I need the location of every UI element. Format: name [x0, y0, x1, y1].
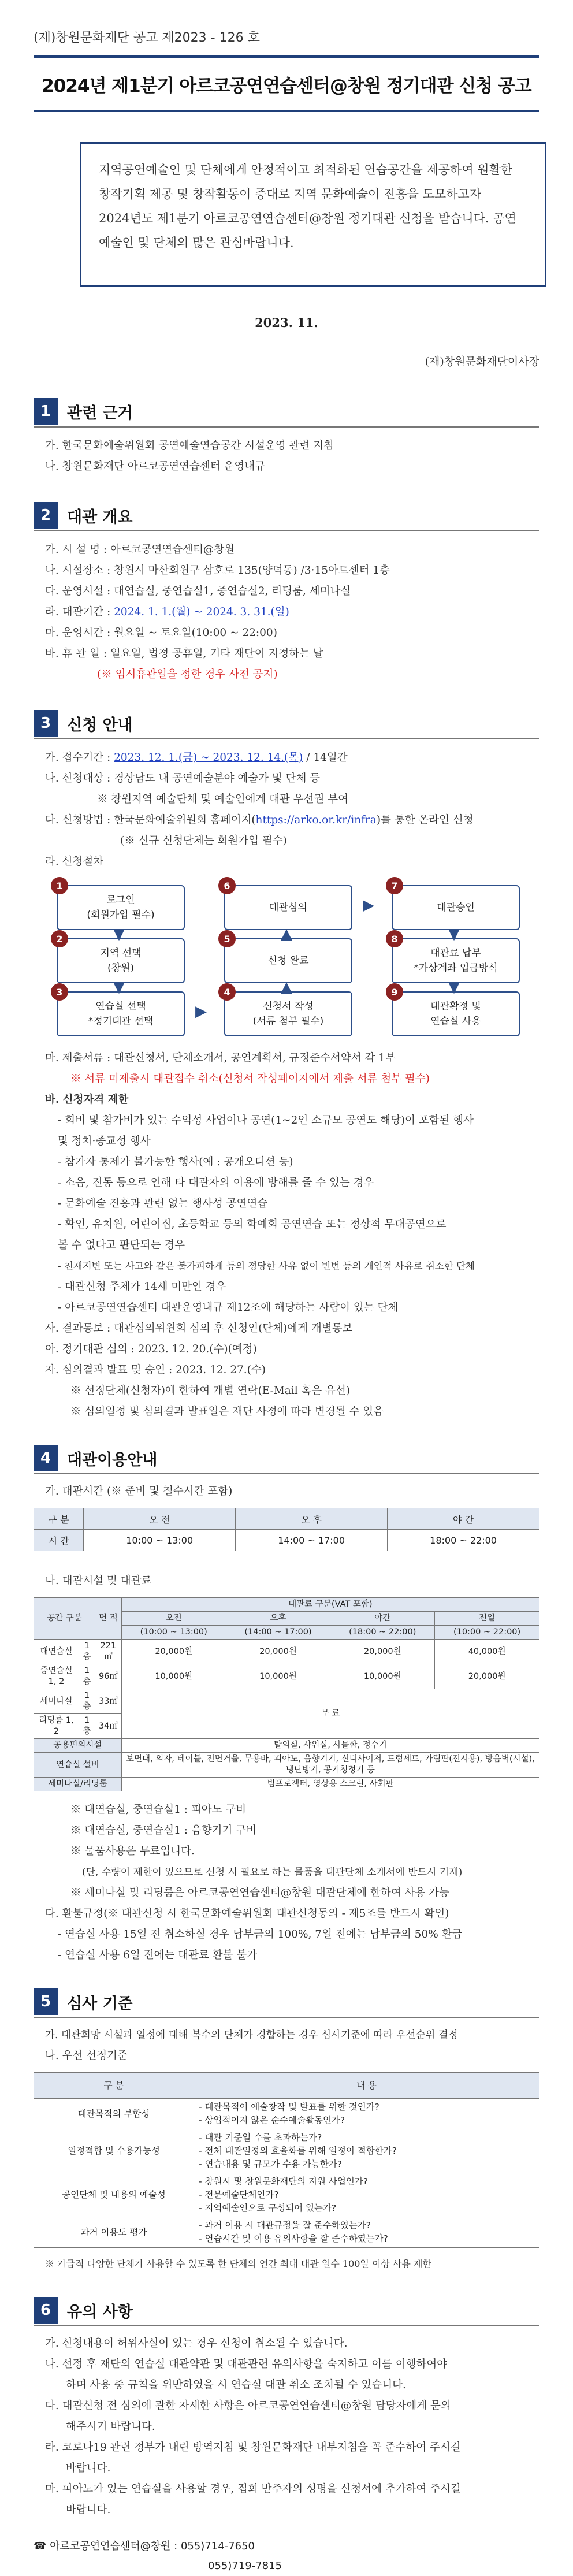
procedure-step [392, 938, 520, 983]
closed-days-note: (※ 임시휴관일을 정한 경우 사전 공지) [97, 668, 278, 681]
fee-cell: 10,000원 [330, 1664, 435, 1689]
facility-rooms: 다. 운영시설 : 대연습실, 중연습실1, 중연습실2, 리딩룸, 세미나실 [45, 585, 351, 597]
step-number: 9 [386, 983, 403, 1001]
contact-org: 아르코공연연습센터@창원 : [50, 2540, 178, 2552]
table-header: 구 분 [34, 2073, 194, 2099]
procedure-diagram [57, 880, 535, 1042]
caution-item: 다. 대관신청 전 심의에 관한 자세한 사항은 아르코공연연습센터@창원 담당자에게 문의 [45, 2400, 451, 2412]
restriction-item: - 아르코공연연습센터 대관운영내규 제12조에 해당하는 사람이 있는 단체 [58, 1302, 399, 1314]
table-row [34, 1778, 539, 1791]
priority-label: 나. 우선 선정기준 [45, 2050, 128, 2062]
announcement-note: ※ 선정단체(신청자)에 한하여 개별 연락(E-Mail 혹은 유선) [70, 1385, 351, 1397]
step-number: 7 [386, 877, 403, 894]
section-title: 유의 사항 [67, 2303, 133, 2321]
table-row [34, 2217, 539, 2248]
space-area: 221㎡ [95, 1640, 122, 1664]
section-title: 대관 개요 [67, 508, 133, 526]
criteria-item: - 대관 기준일 수를 초과하는가? [199, 2132, 322, 2143]
step-title: 로그인 [106, 894, 135, 906]
fee-cell: 20,000원 [435, 1664, 539, 1689]
section-header [34, 500, 539, 531]
rental-time-table [34, 1508, 539, 1551]
procedure-step [392, 991, 520, 1036]
fee-cell: 20,000원 [330, 1640, 435, 1664]
criteria-label: 일정적합 및 수용가능성 [34, 2129, 194, 2173]
space-name: 대연습실 [34, 1640, 79, 1664]
restriction-item: - 회비 및 참가비가 있는 수익성 사업이나 공연(1~2인 소규모 공연도 해당)이 포함된 행사 [58, 1114, 474, 1127]
review-rule: 가. 대관희망 시설과 일정에 대해 복수의 단체가 경합하는 경우 심사기준에 따라 우선순위 결정 [45, 2029, 458, 2041]
table-header: 오 전 [84, 1508, 236, 1530]
caution-item: 바랍니다. [66, 2504, 111, 2516]
criteria-table [34, 2072, 539, 2248]
section-header [34, 1443, 539, 1474]
table-cell: 10:00 ~ 13:00 [84, 1530, 236, 1551]
basis-item: 나. 창원문화재단 아르코공연연습센터 운영내규 [45, 460, 265, 473]
criteria-item: - 연습시간 및 이용 유의사항을 잘 준수하였는가? [199, 2233, 388, 2244]
space-area: 96㎡ [95, 1664, 122, 1689]
application-period-days: / 14일간 [303, 752, 348, 764]
procedure-step [392, 885, 520, 930]
table-header: 전일 [435, 1612, 539, 1626]
table-header: (14:00 ~ 17:00) [226, 1626, 330, 1640]
space-floor: 1층 [79, 1664, 95, 1689]
space-floor: 1층 [79, 1714, 95, 1739]
application-period [34, 748, 539, 768]
criteria-item: - 상업적이지 않은 순수예술활동인가? [199, 2115, 345, 2125]
step-title: 대관승인 [437, 902, 475, 913]
refund-item: - 연습실 사용 6일 전에는 대관료 환불 불가 [58, 1949, 258, 1961]
table-row-label: 시 간 [34, 1530, 84, 1551]
space-floor: 1층 [79, 1640, 95, 1664]
required-documents: 마. 제출서류 : 대관신청서, 단체소개서, 공연계획서, 규정준수서약서 각 1부 [45, 1052, 396, 1064]
step-title: 대관료 납부 [430, 947, 481, 959]
announcement-note: ※ 심의일정 및 심의결과 발표일은 재단 사정에 따라 변경될 수 있음 [70, 1406, 384, 1418]
table-header: 대관료 구분(VAT 포함) [121, 1598, 539, 1612]
table-header: 오전 [121, 1612, 226, 1626]
rental-time-label: 가. 대관시간 (※ 준비 및 철수시간 포함) [45, 1485, 233, 1497]
table-row [34, 2129, 539, 2173]
right-arrow-icon: ▶ [363, 897, 374, 914]
step-detail: (창원) [107, 962, 135, 974]
space-area: 33㎡ [95, 1689, 122, 1714]
step-title: 신청서 작성 [263, 1001, 314, 1012]
intro-line: 2024년도 제1분기 아르코공연연습센터@창원 정기대관 신청을 받습니다. 공연 [99, 211, 516, 225]
table-row [34, 1753, 539, 1778]
application-period-label: 가. 접수기간 : [45, 752, 114, 764]
announcement-date: 자. 심의결과 발표 및 승인 : 2023. 12. 27.(수) [45, 1364, 266, 1376]
required-documents-note: ※ 서류 미제출시 대관접수 취소(신청서 작성페이지에서 제출 서류 첨부 필수) [70, 1073, 430, 1085]
contact-footer [34, 2537, 539, 2576]
table-cell: 18:00 ~ 22:00 [388, 1530, 539, 1551]
eligibility-note: ※ 창원지역 예술단체 및 예술인에게 대관 우선권 부여 [97, 793, 348, 805]
criteria-item: - 지역예술인으로 구성되어 있는가? [199, 2203, 337, 2213]
basis-item: 가. 한국문화예술위원회 공연예술연습공간 시설운영 관련 지침 [45, 440, 334, 452]
step-detail: (서류 첨부 필수) [252, 1016, 324, 1027]
procedure-step [57, 885, 185, 930]
notice-number: (재)창원문화재단 공고 제2023 - 126 호 [34, 31, 260, 45]
section-number: 6 [34, 2297, 58, 2324]
section-number: 2 [34, 502, 58, 529]
section-number: 5 [34, 1988, 58, 2015]
step-number: 4 [218, 983, 236, 1001]
table-cell: 14:00 ~ 17:00 [236, 1530, 388, 1551]
criteria-note: ※ 가급적 다양한 단체가 사용할 수 있도록 한 단체의 연간 최대 대관 일수 100일 이상 사용 제한 [45, 2258, 431, 2269]
procedure-label: 라. 신청절차 [45, 856, 104, 868]
facility-note: (단, 수량이 제한이 있으므로 신청 시 필요로 하는 물품을 대관단체 소개서에 반드시 기재) [82, 1867, 463, 1878]
down-arrow-icon: ▼ [448, 979, 460, 996]
refund-policy: 다. 환불규정(※ 대관신청 시 한국문화예술위원회 대관신청동의 - 제5조를 반드시 확인) [45, 1908, 449, 1920]
restriction-item: 볼 수 없다고 판단되는 경우 [58, 1239, 185, 1251]
operating-hours: 마. 운영시간 : 월요일 ~ 토요일(10:00 ~ 22:00) [45, 627, 277, 639]
step-detail: 연습실 사용 [430, 1016, 481, 1027]
step-title: 대관확정 및 [430, 1001, 481, 1012]
table-row [34, 1664, 539, 1689]
criteria-content [194, 2217, 539, 2248]
procedure-step [57, 991, 185, 1036]
facility-location: 나. 시설장소 : 창원시 마산회원구 삼호로 135(양덕동) /3·15아트센터 1층 [45, 564, 390, 577]
restriction-item: 및 정치·종교성 행사 [58, 1135, 151, 1147]
table-header: 오 후 [236, 1508, 388, 1530]
criteria-item: - 과거 이용 시 대관규정을 잘 준수하였는가? [199, 2220, 371, 2231]
table-header: 공간 구분 [34, 1598, 95, 1640]
criteria-item: - 대관목적이 예술창작 및 발표를 위한 것인가? [199, 2102, 379, 2112]
restriction-item: - 대관신청 주체가 14세 미만인 경우 [58, 1281, 226, 1293]
up-arrow-icon: ▲ [281, 979, 292, 996]
criteria-label: 공연단체 및 내용의 예술성 [34, 2173, 194, 2217]
table-header: 구 분 [34, 1508, 84, 1530]
criteria-content [194, 2129, 539, 2173]
table-header: 야간 [330, 1612, 435, 1626]
section-number: 4 [34, 1445, 58, 1471]
step-detail: *정기대관 선택 [88, 1016, 154, 1027]
criteria-item: - 연습내용 및 규모가 수용 가능한가? [199, 2159, 343, 2169]
down-arrow-icon: ▼ [113, 925, 125, 943]
restriction-item: - 참가자 통제가 불가능한 행사(예 : 공개오디션 등) [58, 1156, 293, 1168]
restriction-heading: 바. 신청자격 제한 [45, 1094, 129, 1106]
section-title: 심사 기준 [67, 1994, 133, 2013]
refund-item: - 연습실 사용 15일 전 취소하실 경우 납부금의 100%, 7일 전에는 납부금의 50% 환급 [58, 1928, 463, 1941]
contact-phone-2[interactable]: 055)719-7815 [208, 2560, 282, 2572]
fee-cell: 20,000원 [121, 1640, 226, 1664]
criteria-item: - 전체 대관일정의 효율화를 위해 일정이 적합한가? [199, 2146, 397, 2156]
fee-cell: 40,000원 [435, 1640, 539, 1664]
step-title: 연습실 선택 [95, 1001, 146, 1012]
notice-date: 2023. 11. [255, 315, 318, 330]
criteria-label: 대관목적의 부합성 [34, 2099, 194, 2129]
section-title: 관련 근거 [67, 404, 133, 422]
space-name: 중연습실 1, 2 [34, 1664, 79, 1689]
common-facility-value: 탈의실, 샤워실, 사물함, 정수기 [121, 1739, 539, 1753]
space-name: 세미나실 [34, 1689, 79, 1714]
table-header: (18:00 ~ 22:00) [330, 1626, 435, 1640]
restriction-item: - 문화예술 진흥과 관련 없는 행사성 공연연습 [58, 1198, 268, 1210]
table-row [34, 1640, 539, 1664]
step-number: 1 [51, 877, 68, 894]
step-number: 2 [51, 930, 68, 947]
intro-box [80, 142, 546, 287]
signer: (재)창원문화재단이사장 [425, 355, 539, 368]
application-period-value: 2023. 12. 1.(금) ~ 2023. 12. 14.(목) [114, 752, 303, 764]
caution-item: 하며 사용 중 규칙을 위반하였을 시 연습실 대관 취소 조치될 수 있습니다. [66, 2379, 406, 2391]
application-method-suffix: )를 통한 온라인 신청 [376, 814, 474, 826]
table-header: 면 적 [95, 1598, 122, 1640]
table-header: 내 용 [194, 2073, 539, 2099]
fee-table [34, 1597, 539, 1791]
procedure-step [224, 991, 352, 1036]
caution-item: 마. 피아노가 있는 연습실을 사용할 경우, 집회 반주자의 성명을 신청서에 추가하여 주시길 [45, 2483, 461, 2495]
table-row [34, 2173, 539, 2217]
eligibility: 나. 신청대상 : 경상남도 내 공연예술분야 예술가 및 단체 등 [45, 772, 321, 785]
section-header [34, 396, 539, 428]
facility-note: ※ 세미나실 및 리딩룸은 아르코공연연습센터@창원 대관단체에 한하여 사용 가능 [70, 1887, 449, 1899]
up-arrow-icon: ▲ [281, 925, 292, 943]
page-title: 2024년 제1분기 아르코공연연습센터@창원 정기대관 신청 공고 [42, 75, 531, 96]
section-header [34, 1987, 539, 2018]
facility-note: ※ 대연습실, 중연습실1 : 음향기기 구비 [70, 1824, 256, 1837]
table-row [34, 1689, 539, 1714]
phone-icon: ☎ [34, 2540, 47, 2552]
equipment-label: 연습실 설비 [34, 1753, 122, 1778]
step-number: 3 [51, 983, 68, 1001]
criteria-item: - 창원시 및 창원문화재단의 지원 사업인가? [199, 2176, 368, 2187]
intro-line: 지역공연예술인 및 단체에게 안정적이고 최적화된 연습공간을 제공하여 원활한 [99, 163, 513, 177]
step-number: 8 [386, 930, 403, 947]
application-method-label: 다. 신청방법 : 한국문화예술위원회 홈페이지( [45, 814, 256, 826]
seminar-label: 세미나실/리딩룸 [34, 1778, 122, 1791]
table-header: 야 간 [388, 1508, 539, 1530]
criteria-content [194, 2173, 539, 2217]
facility-name: 가. 시 설 명 : 아르코공연연습센터@창원 [45, 544, 235, 556]
down-arrow-icon: ▼ [113, 979, 125, 996]
closed-days: 바. 휴 관 일 : 일요일, 법정 공휴일, 기타 재단이 지정하는 날 [45, 648, 323, 660]
restriction-item: - 천재지변 또는 사고와 같은 불가피하게 등의 정당한 사유 없이 빈번 등의 개인적 사유로 취소한 단체 [58, 1261, 475, 1272]
fee-table-label: 나. 대관시설 및 대관료 [45, 1575, 152, 1587]
step-title: 신청 완료 [267, 955, 309, 967]
criteria-label: 과거 이용도 평가 [34, 2217, 194, 2248]
caution-item: 라. 코로나19 관련 정부가 내린 방역지침 및 창원문화재단 내부지침을 꼭 준수하여 주시길 [45, 2441, 461, 2454]
rental-period-value: 2024. 1. 1.(월) ~ 2024. 3. 31.(일) [114, 606, 289, 618]
space-floor: 1층 [79, 1689, 95, 1714]
section-title: 대관이용안내 [67, 1451, 158, 1469]
table-row [34, 1739, 539, 1753]
section-title: 신청 안내 [67, 716, 133, 734]
caution-item: 바랍니다. [66, 2462, 111, 2474]
step-title: 대관심의 [269, 902, 307, 913]
right-arrow-icon: ▶ [195, 1003, 207, 1020]
review-date: 아. 정기대관 심의 : 2023. 12. 20.(수)(예정) [45, 1343, 257, 1355]
rental-period-label: 라. 대관기간 : [45, 606, 114, 618]
fee-cell: 20,000원 [226, 1640, 330, 1664]
table-header: 오후 [226, 1612, 330, 1626]
caution-item: 가. 신청내용이 허위사실이 있는 경우 신청이 취소될 수 있습니다. [45, 2337, 348, 2350]
common-facility-label: 공용편의시설 [34, 1739, 122, 1753]
equipment-value: 보면대, 의자, 테이블, 전면거울, 무용바, 피아노, 음향기기, 신디사이저, 드럼세트, 가림판(전시용), 방음벽(시설), 냉난방기, 공기청정기 등 [121, 1753, 539, 1778]
restriction-item: - 소음, 진동 등으로 인해 타 대관자의 이용에 방해를 줄 수 있는 경우 [58, 1177, 374, 1189]
contact-phone[interactable]: 055)714-7650 [180, 2540, 255, 2552]
step-detail: (회원가입 필수) [87, 909, 155, 921]
result-notice: 사. 결과통보 : 대관심의위원회 심의 후 신청인(단체)에게 개별통보 [45, 1322, 353, 1335]
table-header: (10:00 ~ 13:00) [121, 1626, 226, 1640]
contact-line [34, 2537, 539, 2556]
step-detail: *가상계좌 입금방식 [414, 962, 498, 974]
arko-link[interactable]: https://arko.or.kr/infra [255, 814, 377, 826]
restriction-item: - 확인, 유치원, 어린이집, 초등학교 등의 학예회 공연연습 또는 정상적 무대공연으로 [58, 1218, 447, 1231]
caution-item: 나. 선정 후 재단의 연습실 대관약관 및 대관관련 유의사항을 숙지하고 이를 이행하여야 [45, 2358, 448, 2370]
space-name: 리딩룸 1, 2 [34, 1714, 79, 1739]
step-number: 5 [218, 930, 236, 947]
procedure-step [224, 938, 352, 983]
table-row [34, 2099, 539, 2129]
step-number: 6 [218, 877, 236, 894]
section-header [34, 708, 539, 739]
facility-note: ※ 대연습실, 중연습실1 : 피아노 구비 [70, 1804, 247, 1816]
section-number: 3 [34, 710, 58, 737]
facility-note: ※ 물품사용은 무료입니다. [70, 1845, 195, 1857]
criteria-content [194, 2099, 539, 2129]
section-number: 1 [34, 398, 58, 425]
application-method-note: (※ 신규 신청단체는 회원가입 필수) [120, 835, 287, 847]
criteria-item: - 전문예술단체인가? [199, 2190, 279, 2200]
section-header [34, 2295, 539, 2326]
down-arrow-icon: ▼ [448, 925, 460, 943]
procedure-step [224, 885, 352, 930]
fee-cell: 10,000원 [226, 1664, 330, 1689]
free-cell: 무 료 [121, 1689, 539, 1739]
space-area: 34㎡ [95, 1714, 122, 1739]
rental-period [34, 602, 539, 623]
application-method [34, 810, 539, 831]
intro-line: 창작기획 제공 및 창작활동이 증대로 지역 문화예술이 진흥을 도모하고자 [99, 187, 481, 201]
fee-cell: 10,000원 [121, 1664, 226, 1689]
title-bar [34, 55, 539, 112]
step-title: 지역 선택 [100, 947, 142, 959]
caution-item: 해주시기 바랍니다. [66, 2421, 155, 2433]
procedure-step [57, 938, 185, 983]
seminar-value: 빔프로젝터, 영상용 스크린, 사회판 [121, 1778, 539, 1791]
intro-line: 예술인 및 단체의 많은 관심바랍니다. [99, 236, 294, 250]
table-header: (10:00 ~ 22:00) [435, 1626, 539, 1640]
